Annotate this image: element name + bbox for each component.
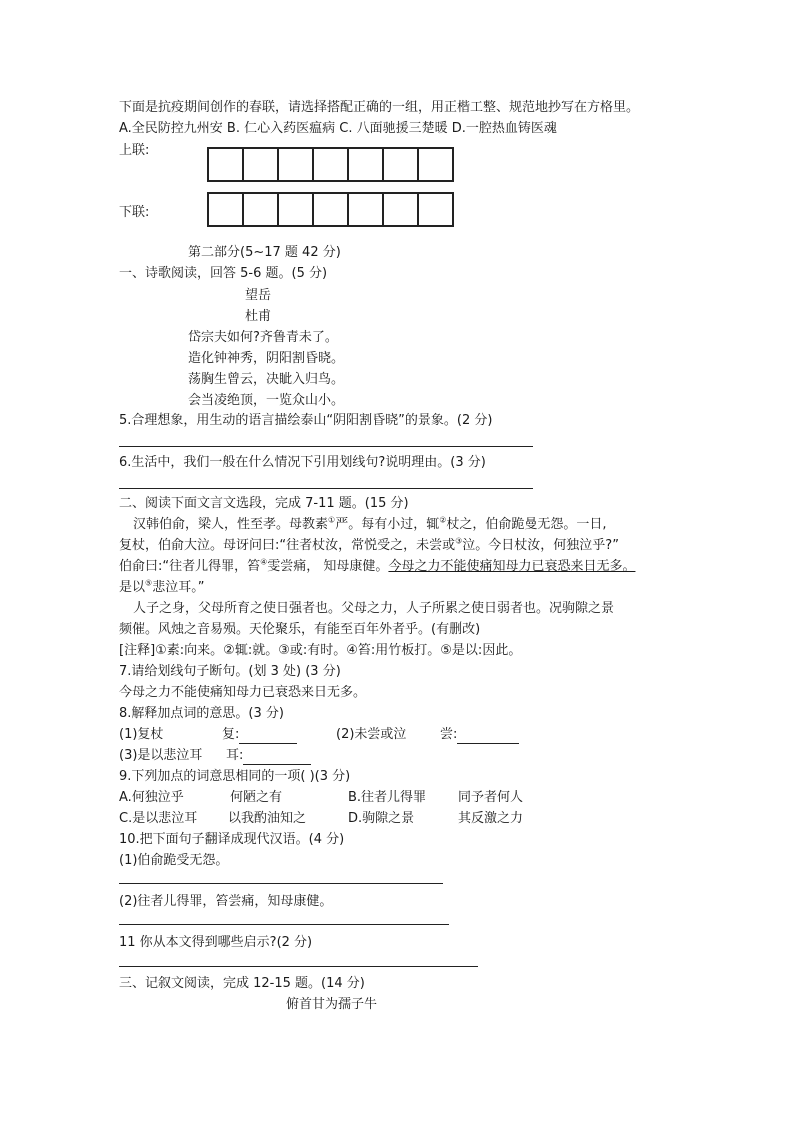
grid-cell[interactable] <box>279 194 314 225</box>
underlined-sentence: 今母之力不能使痛知母力已衰恐来日无多。 <box>388 559 636 574</box>
answer-line[interactable] <box>119 883 443 884</box>
grid-cell[interactable] <box>314 149 349 180</box>
narrative-title: 俯首甘为孺子牛 <box>286 997 378 1012</box>
poem-author: 杜甫 <box>245 309 272 324</box>
question-7: 7.请给划线句子断句。(划 3 处) (3 分) <box>119 664 341 679</box>
grid-cell[interactable] <box>244 194 279 225</box>
grid-cell[interactable] <box>279 149 314 180</box>
annotations: [注释]①素:向来。②辄:就。③或:有时。④笞:用竹板打。⑤是以:因此。 <box>119 643 522 658</box>
poetry-section-heading: 一、诗歌阅读，回答 5-6 题。(5 分) <box>119 266 328 281</box>
grid-cell[interactable] <box>314 194 349 225</box>
question-8-item-3-label: 耳: <box>226 746 311 765</box>
option-b: B.往者儿得罪 <box>348 790 427 805</box>
option-d: D.驹隙之景 <box>348 811 415 826</box>
grid-cell[interactable] <box>419 149 452 180</box>
grid-cell[interactable] <box>419 194 452 225</box>
poem-line: 荡胸生曾云，决眦入归鸟。 <box>188 372 345 387</box>
blank[interactable] <box>243 764 311 765</box>
grid-cell[interactable] <box>209 149 244 180</box>
upper-couplet-grid[interactable] <box>207 147 454 182</box>
blank[interactable] <box>239 743 297 744</box>
question-8-item-1-label: 复: <box>222 725 297 744</box>
passage-p2-line-2: 频催。风烛之音易殒。天伦聚乐，有能至百年外者乎。(有删改) <box>119 622 481 637</box>
answer-line[interactable] <box>119 446 533 447</box>
question-10-part-2: (2)往者儿得罪，笞尝痛，知母康健。 <box>119 894 333 909</box>
blank[interactable] <box>457 743 519 744</box>
passage-line-4: 是以⑤悲泣耳。” <box>119 578 205 595</box>
question-10-part-1: (1)伯俞跪受无怨。 <box>119 853 229 868</box>
passage-line-2: 复杖，伯俞大泣。母讶问曰:“往者杖汝，常悦受之，未尝或③泣。今日杖汝，何独泣乎?” <box>119 536 619 553</box>
instruction-text: 下面是抗疫期间创作的春联，请选择搭配正确的一组，用正楷工整、规范地抄写在方格里。 <box>119 100 640 115</box>
poem-line: 会当凌绝顶，一览众山小。 <box>188 393 345 408</box>
lower-couplet-grid[interactable] <box>207 192 454 227</box>
lower-couplet-label: 下联: <box>119 205 150 220</box>
question-10: 10.把下面句子翻译成现代汉语。(4 分) <box>119 832 345 847</box>
narrative-section-heading: 三、记叙文阅读，完成 12-15 题。(14 分) <box>119 976 365 991</box>
upper-couplet-label: 上联: <box>119 143 150 158</box>
question-8-item-2-label: 尝: <box>440 725 519 744</box>
couplet-options: A.全民防控九州安 B. 仁心入药医瘟病 C. 八面驰援三楚暖 D.一腔热血铸医魂 <box>119 121 557 136</box>
answer-line[interactable] <box>119 924 449 925</box>
question-6: 6.生活中，我们一般在什么情况下引用划线句?说明理由。(3 分) <box>119 455 486 470</box>
option-a: A.何独泣乎 <box>119 790 184 805</box>
poem-title: 望岳 <box>245 288 272 303</box>
question-5: 5.合理想象，用生动的语言描绘泰山“阴阳割昏晓”的景象。(2 分) <box>119 413 493 428</box>
question-8: 8.解释加点词的意思。(3 分) <box>119 706 284 721</box>
classical-section-heading: 二、阅读下面文言文选段，完成 7-11 题。(15 分) <box>119 496 409 511</box>
grid-cell[interactable] <box>349 149 384 180</box>
option-d-pair: 其反激之力 <box>458 811 524 826</box>
grid-cell[interactable] <box>244 149 279 180</box>
poem-line: 造化钟神秀，阴阳割昏晓。 <box>188 351 345 366</box>
option-c-pair: 以我酌油知之 <box>228 811 307 826</box>
grid-cell[interactable] <box>384 149 419 180</box>
question-11: 11 你从本文得到哪些启示?(2 分) <box>119 935 313 950</box>
passage-p2-line-1: 人子之身，父母所育之使日强者也。父母之力，人子所累之使日弱者也。况驹隙之景 <box>133 601 615 616</box>
part-two-heading: 第二部分(5~17 题 42 分) <box>188 245 341 260</box>
option-a-pair: 何陋之有 <box>230 790 283 805</box>
answer-line[interactable] <box>119 488 533 489</box>
poem-line: 岱宗夫如何?齐鲁青未了。 <box>188 330 338 345</box>
question-7-sentence: 今母之力不能使痛知母力已衰恐来日无多。 <box>119 685 367 700</box>
question-8-item-2-term: (2)未尝或泣 <box>336 727 407 742</box>
option-b-pair: 同予者何人 <box>458 790 524 805</box>
answer-line[interactable] <box>119 966 478 967</box>
question-9: 9.下列加点的词意思相同的一项( )(3 分) <box>119 769 351 784</box>
grid-cell[interactable] <box>384 194 419 225</box>
passage-line-3: 伯俞曰:“往者儿得罪，笞④雯尝痛， 知母康健。今母之力不能使痛知母力已衰恐来日无多。 <box>119 557 636 574</box>
option-c: C.是以悲泣耳 <box>119 811 198 826</box>
grid-cell[interactable] <box>209 194 244 225</box>
grid-cell[interactable] <box>349 194 384 225</box>
passage-line-1: 汉韩伯俞，梁人，性至孝。母教素①严。每有小过，辄②杖之，伯俞跪曼无怨。一日, <box>133 515 607 532</box>
question-8-item-1-term: (1)复杖 <box>119 727 164 742</box>
question-8-item-3-term: (3)是以悲泣耳 <box>119 748 203 763</box>
